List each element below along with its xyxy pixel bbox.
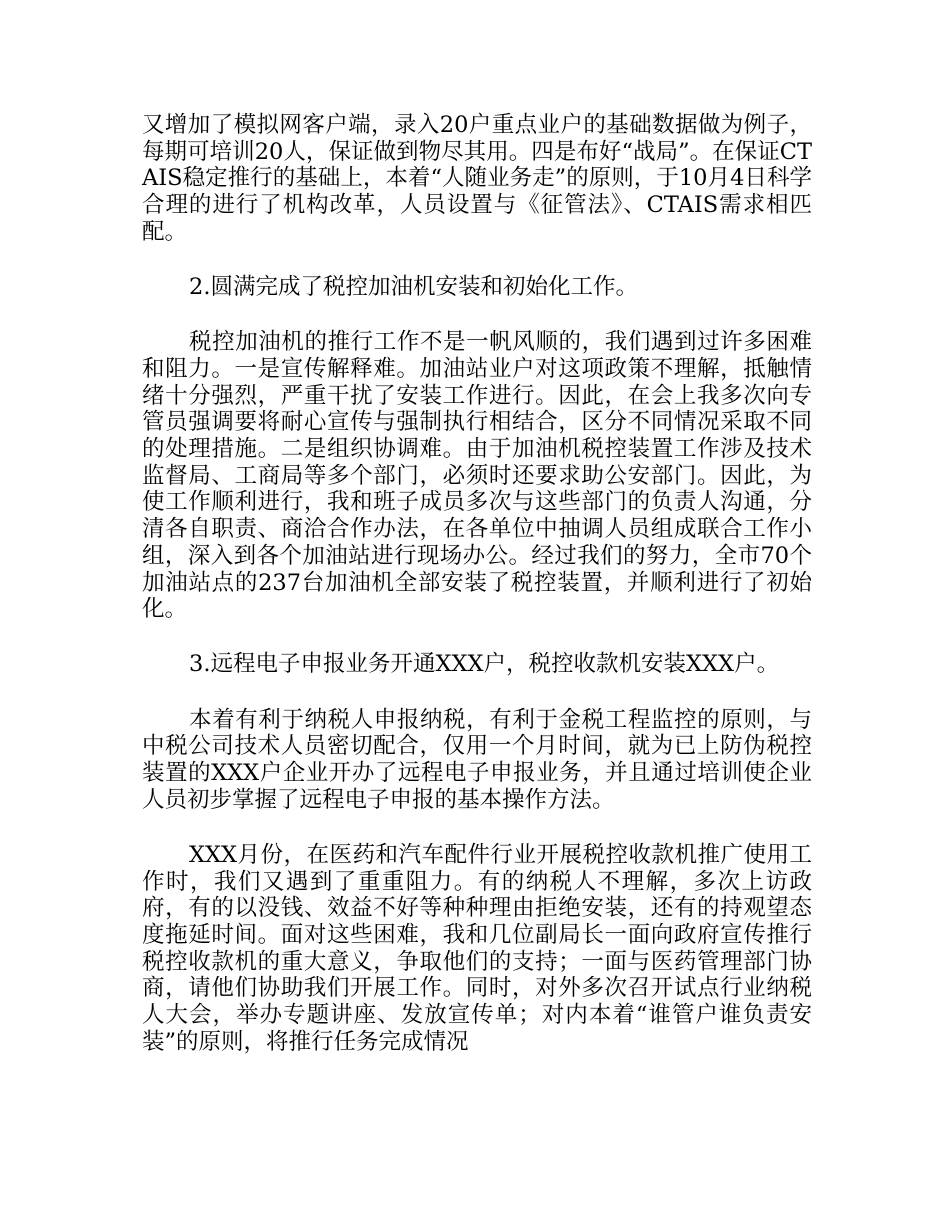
paragraph-gap bbox=[142, 623, 812, 652]
paragraph-cash-register: XXX月份，在医药和汽车配件行业开展税控收款机推广使用工作时，我们又遇到了重重阻力。有的纳税人不理解，多次上访政府，有的以没钱、效益不好等种种理由拒绝安装，还有的持观望态度拖延时间。面对这些困难，我和几位副局长一面向政府宣传推行税控收款机的重大意义，争取他们的支持；一面与医药管理部门协商，请他们协助我们开展工作。同时，对外多次召开试点行业纳税人大会，举办专题讲座、发放宣传单；对内本着“谁管户谁负责安装”的原则，将推行任务完成情况 bbox=[142, 841, 812, 1055]
paragraph-tax-pump: 税控加油机的推行工作不是一帆风顺的，我们遇到过许多困难和阻力。一是宣传解释难。加油站业户对这项政策不理解，抵触情绪十分强烈，严重干扰了安装工作进行。因此，在会上我多次向专管员强调要将耐心宣传与强制执行相结合，区分不同情况采取不同的处理措施。二是组织协调难。由于加油机税控装置工作涉及技术监督局、工商局等多个部门，必须时还要求助公安部门。因此，为使工作顺利进行，我和班子成员多次与这些部门的负责人沟通，分清各自职责、商洽合作办法，在各单位中抽调人员组成联合工作小组，深入到各个加油站进行现场办公。经过我们的努力，全市70个加油站点的237台加油机全部安装了税控装置，并顺利进行了初始化。 bbox=[142, 329, 812, 623]
section-heading-3: 3.远程电子申报业务开通XXX户，税控收款机安装XXX户。 bbox=[189, 651, 780, 678]
document-page bbox=[142, 112, 812, 1056]
paragraph-gap bbox=[142, 678, 812, 707]
paragraph-remote-filing: 本着有利于纳税人申报纳税，有利于金税工程监控的原则，与中税公司技术人员密切配合，仅用一个月时间，就为已上防伪税控装置的XXX户企业开办了远程电子申报业务，并且通过培训使企业人员初步掌握了远程电子申报的基本操作方法。 bbox=[142, 706, 812, 813]
paragraph-continuation: 又增加了模拟网客户端，录入20户重点业户的基础数据做为例子，每期可培训20人，保证做到物尽其用。四是布好“战局”。在保证CTAIS稳定推行的基础上，本着“人随业务走”的原则，于10月4日科学合理的进行了机构改革，人员设置与《征管法》、CTAIS需求相匹配。 bbox=[142, 112, 812, 245]
section-heading-2: 2.圆满完成了税控加油机安装和初始化工作。 bbox=[189, 274, 638, 301]
paragraph-gap bbox=[142, 301, 812, 330]
paragraph-gap bbox=[142, 246, 812, 275]
paragraph-gap bbox=[142, 813, 812, 842]
